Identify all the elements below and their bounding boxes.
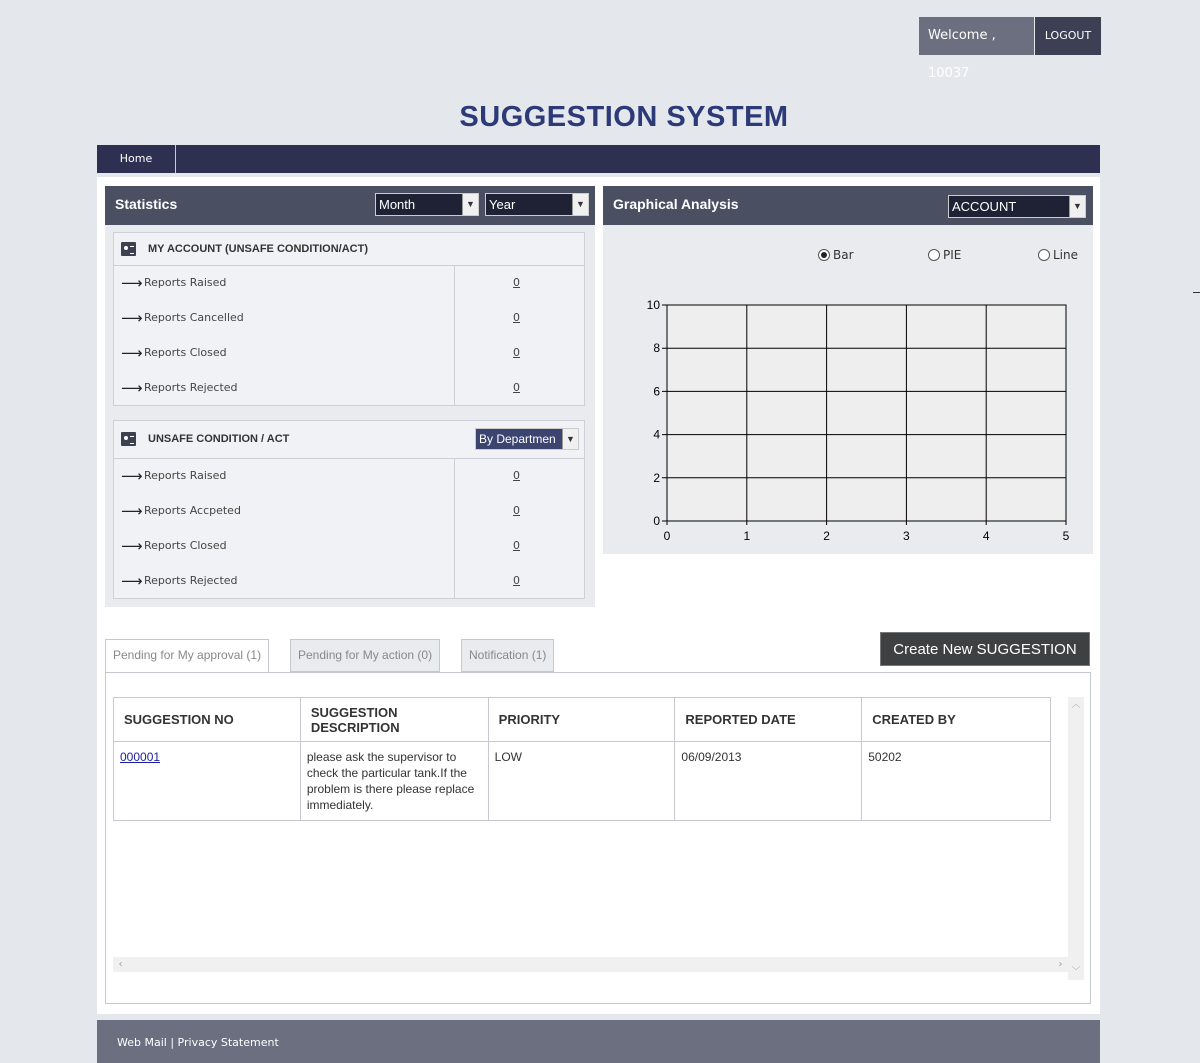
arrow-right-icon: ⟶ [121,467,143,485]
radio-label: PIE [943,248,962,262]
table-row [114,742,1051,821]
app-title: SUGGESTION SYSTEM [459,101,789,133]
stat-label: Reports Rejected [144,381,238,394]
decorative-line [1193,292,1200,293]
column-header: SUGGESTION NO [114,698,301,742]
stat-value-link[interactable]: 0 [513,311,520,324]
arrow-right-icon: ⟶ [121,344,143,362]
x-tick-label: 2 [823,529,830,543]
stat-label: Reports Raised [144,276,227,289]
graph-title: Graphical Analysis [613,196,739,212]
privacy-link[interactable]: Privacy Statement [177,1036,279,1049]
logout-button[interactable]: LOGOUT [1035,17,1101,55]
webmail-link[interactable]: Web Mail [117,1036,167,1049]
priority-cell: LOW [488,742,675,821]
year-select[interactable] [485,193,589,216]
month-select-value: Month [379,197,416,212]
my-account-box [113,232,585,406]
graph-panel [603,186,1093,554]
vertical-scrollbar[interactable] [1068,697,1084,980]
y-tick-label: 2 [653,470,660,485]
statistics-title: Statistics [115,196,178,212]
x-tick-label: 1 [743,529,751,543]
create-suggestion-button[interactable]: Create New SUGGESTION [880,632,1090,666]
content-area [97,177,1100,1014]
graph-header [603,186,1093,225]
arrow-right-icon: ⟶ [121,379,143,397]
unsafe-header [114,421,584,459]
arrow-right-icon: ⟶ [121,502,143,520]
account-select-value: ACCOUNT [952,199,1017,214]
stat-value-link[interactable]: 0 [513,276,520,289]
department-filter-select[interactable] [475,428,579,450]
suggestion-no-link[interactable]: 000001 [120,750,161,764]
stat-row [114,371,584,406]
unsafe-box [113,420,585,599]
stat-row [114,336,584,371]
footer-links [117,1036,279,1049]
user-bar [919,17,1101,81]
y-tick-label: 8 [653,341,660,356]
radio-label: Line [1053,248,1079,262]
stat-row [114,494,584,529]
footer-separator: | [170,1036,175,1049]
x-tick-label: 3 [903,529,910,543]
stat-value-link[interactable]: 0 [513,574,520,587]
department-filter-value: By Departmen [479,432,556,446]
arrow-right-icon: ⟶ [121,537,143,555]
statistics-header [105,186,595,225]
stat-label: Reports Closed [144,346,227,359]
stat-row [114,301,584,336]
tab-panel [105,672,1091,1004]
main-nav [97,145,1100,173]
arrow-right-icon: ⟶ [121,274,143,292]
created-by-cell: 50202 [862,742,1051,821]
suggestion-table [113,697,1051,821]
arrow-right-icon: ⟶ [121,309,143,327]
month-select[interactable] [375,193,479,216]
stat-value-link[interactable]: 0 [513,469,520,482]
statistics-panel [105,186,595,607]
footer [97,1020,1100,1063]
contact-card-icon [121,242,136,256]
my-account-header [114,233,584,266]
scroll-down-icon[interactable]: ﹀ [1071,967,1081,977]
my-account-title: MY ACCOUNT (UNSAFE CONDITION/ACT) [148,243,368,255]
column-header: SUGGESTION DESCRIPTION [300,698,488,742]
y-tick-label: 10 [646,298,660,312]
y-tick-label: 4 [653,427,660,442]
chevron-down-icon: ▼ [1069,196,1085,217]
column-header: REPORTED DATE [675,698,862,742]
scroll-up-icon[interactable]: ︿ [1071,700,1081,710]
tab-0[interactable]: Pending for My approval (1) [105,639,269,673]
suggestion-no-cell [114,742,301,821]
welcome-text: Welcome , 10037 [919,17,1034,55]
stat-value-link[interactable]: 0 [513,504,520,517]
x-tick-label: 5 [1062,529,1070,543]
table-header-row [114,698,1051,742]
account-select[interactable] [948,195,1086,218]
y-tick-label: 6 [653,384,660,399]
stat-label: Reports Closed [144,539,227,552]
stat-value-link[interactable]: 0 [513,539,520,552]
suggestion-description-cell: please ask the supervisor to check the particular tank.If the problem is there please replace immediately. [300,742,488,821]
stat-row [114,459,584,494]
chevron-down-icon: ▼ [572,194,588,215]
stat-value-link[interactable]: 0 [513,381,520,394]
unsafe-title: UNSAFE CONDITION / ACT [148,433,290,445]
stat-label: Reports Cancelled [144,311,244,324]
y-tick-label: 0 [653,514,660,528]
tab-1[interactable]: Pending for My action (0) [290,639,440,672]
stat-value-link[interactable]: 0 [513,346,520,359]
x-tick-label: 0 [663,529,671,543]
stat-label: Reports Raised [144,469,227,482]
stat-label: Reports Accpeted [144,504,241,517]
arrow-right-icon: ⟶ [121,572,143,590]
chevron-down-icon: ▼ [562,429,578,449]
year-select-value: Year [489,197,516,212]
column-header: CREATED BY [862,698,1051,742]
stat-row [114,266,584,301]
horizontal-scrollbar[interactable] [113,957,1068,972]
stat-row [114,564,584,599]
radio-label: Bar [833,248,854,262]
analysis-chart [603,234,1093,554]
scroll-left-icon[interactable]: ‹ [118,959,123,970]
plot-area [667,305,1066,521]
x-tick-label: 4 [982,529,990,543]
stat-row [114,529,584,564]
column-header: PRIORITY [488,698,675,742]
nav-home-link[interactable]: Home [97,145,176,173]
tab-2[interactable]: Notification (1) [461,639,554,672]
stat-label: Reports Rejected [144,574,238,587]
chevron-down-icon: ▼ [462,194,478,215]
scroll-right-icon[interactable]: › [1058,959,1063,970]
reported-date-cell: 06/09/2013 [675,742,862,821]
contact-card-icon [121,432,136,446]
